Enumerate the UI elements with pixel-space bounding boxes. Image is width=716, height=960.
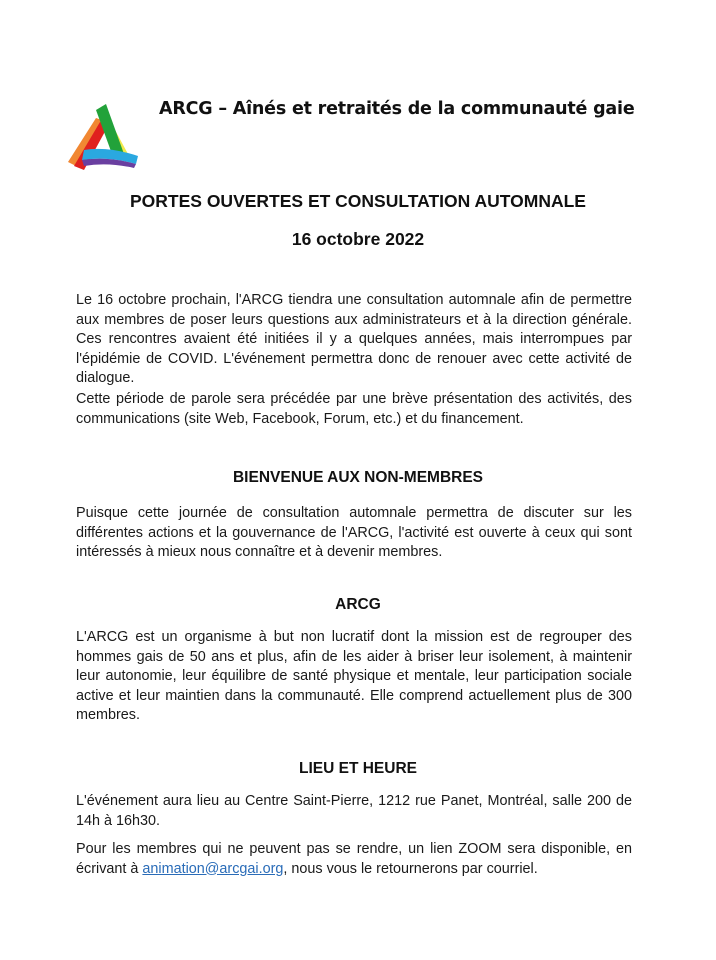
location-heading: LIEU ET HEURE [299, 760, 417, 777]
non-members-paragraph: Puisque cette journée de consultation automnale permettra de discuter sur les différentes actions et la gouvernance de l'ARCG, l'activité est ouverte à ceux qui sont intéressés à mieux nous connaître et à devenir membres. [76, 505, 632, 560]
zoom-paragraph [76, 840, 632, 879]
location-paragraph: L'événement aura lieu au Centre Saint-Pierre, 1212 rue Panet, Montréal, salle 200 de 14h à 16h30. [76, 793, 632, 829]
arcg-paragraph: L'ARCG est un organisme à but non lucratif dont la mission est de regrouper des hommes gais de 50 ans et plus, afin de les aider à briser leur isolement, à maintenir leur autonomie, leur équilibre de santé physique et mentale, leur participation sociale active et leur maintien dans la communauté. Elle comprend actuellement plus de 300 membres. [76, 629, 632, 723]
rainbow-triangle-logo-icon [58, 96, 138, 174]
intro-paragraph-1: Le 16 octobre prochain, l'ARCG tiendra une consultation automnale afin de permettre aux membres de poser leurs questions aux administrateurs et à la direction générale. Ces rencontres avaient été initiées il y a quelques années, mais interrompues par l'épidémie de COVID. L'événement permettra donc de renouer avec cette activité de dialogue. [76, 292, 632, 386]
email-link[interactable]: animation@arcgai.org [142, 860, 284, 877]
organization-title: ARCG – Aînés et retraités de la communauté gaie [159, 99, 635, 119]
zoom-text-before: Pour les membres qui ne peuvent pas se rendre, un lien ZOOM sera disponible, en écrivant à [76, 841, 632, 877]
intro-paragraph-2: Cette période de parole sera précédée par une brève présentation des activités, des communications (site Web, Facebook, Forum, etc.) et du financement. [76, 391, 632, 427]
arcg-heading: ARCG [335, 596, 381, 613]
non-members-heading: BIENVENUE AUX NON-MEMBRES [232, 469, 484, 486]
event-date: 16 octobre 2022 [291, 229, 425, 249]
event-title: PORTES OUVERTES ET CONSULTATION AUTOMNALE [130, 191, 586, 211]
zoom-text-after: , nous vous le retournerons par courriel. [283, 860, 538, 877]
